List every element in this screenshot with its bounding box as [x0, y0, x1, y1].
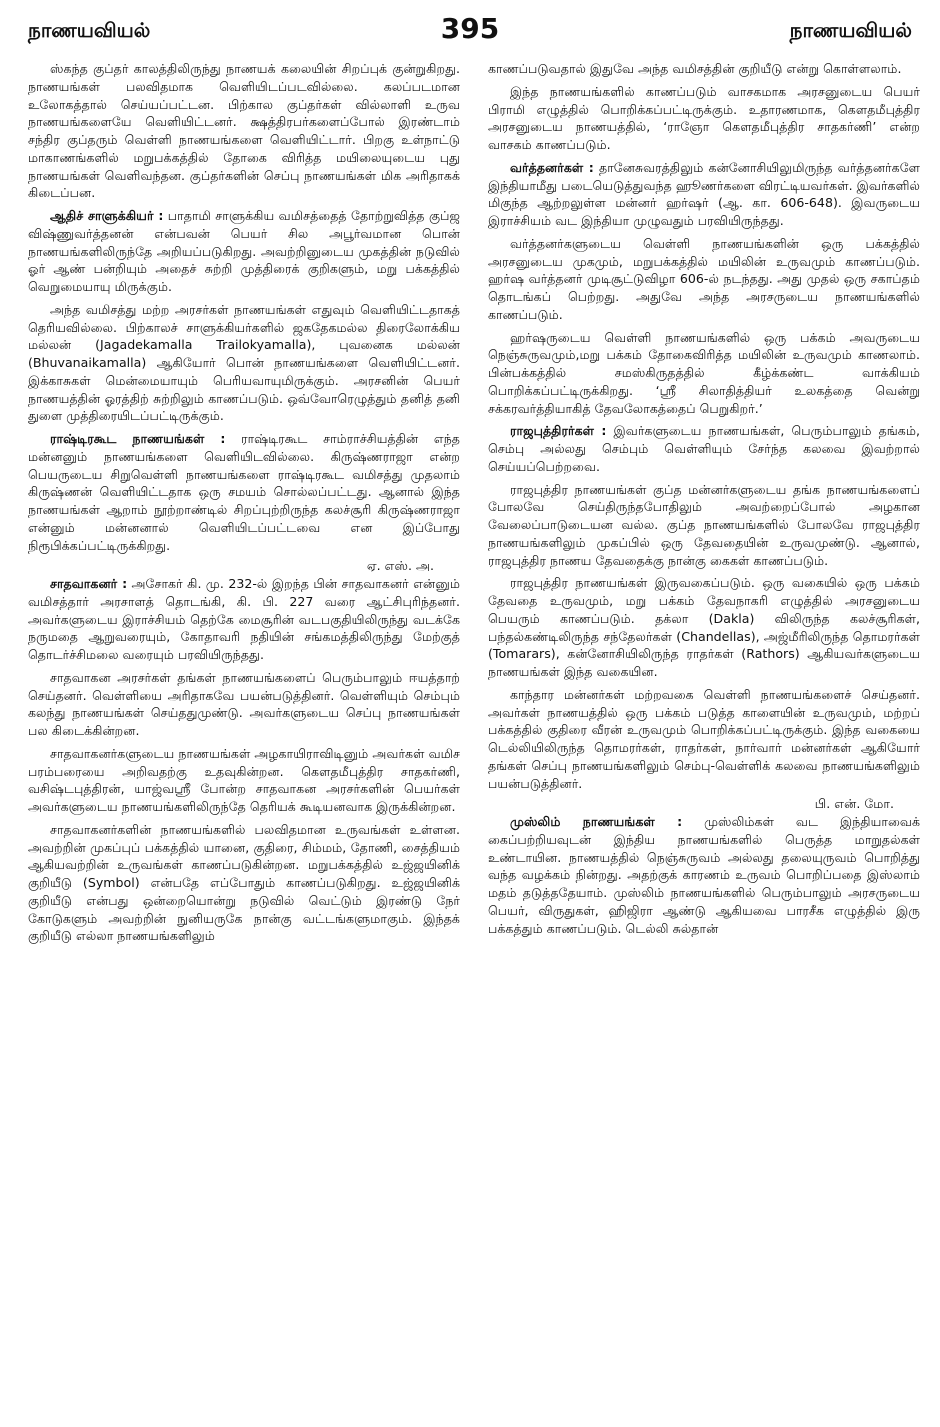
paragraph: [488, 686, 920, 793]
paragraph: [488, 235, 920, 324]
section-heading: வர்த்தனர்கள் :: [510, 159, 594, 175]
paragraph: [488, 574, 920, 681]
paragraph: [28, 207, 460, 296]
paragraph-text: இவர்களுடைய நாணயங்கள், பெரும்பாலும் தங்கம், செம்பு அல்லது செம்பும் வெள்ளியும் சேர்ந்த கலவை இவற்றால் செய்யப்பெற்றவை.: [488, 423, 920, 474]
paragraph-text: தானேசுவரத்திலும் கன்னோசியிலுமிருந்த வர்த்தனர்களே இந்தியாமீது படையெடுத்துவந்த ஹூணர்களை விரட்டியவர்கள். இவர்களில் மிகுந்த ஆற்றலுள்ள மன்னர் ஹர்ஷர் (ஆ. கா. 606-648). இவருடைய இராச்சியம் வட இந்தியா முழுவதும் பரவியிருந்தது.: [488, 159, 920, 228]
paragraph-text: ராஷ்டிரகூட சாம்ராச்சியத்தின் எந்த மன்னனும் நாணயங்களை வெளியிடவில்லை. கிருஷ்ணராஜா என்ற பெயருடைய சிறுவெள்ளி நாணயங்களை ராஷ்டிரகூட வமிசத்து முதலாம் கிருஷ்ணன் வெளியிட்டதாக ஒரு சமயம் சொல்லப்பட்டது. ஆனால் இந்த நாணயங்கள் ஆறாம் நூற்றாண்டில் சிறப்புற்றிருந்த கலச்சூரி கிருஷ்ணராஜா என்னும் மன்னனால் வெளியிடப்பட்டவை என இப்போது நிரூபிக்கப்பட்டிருக்கிறது.: [28, 431, 461, 553]
author-initials: பி. என். மோ.: [814, 796, 894, 812]
page-header: [28, 12, 912, 58]
running-head-right: நாணயவியல்: [789, 18, 912, 42]
paragraph: [488, 159, 920, 230]
paragraph-text: அசோகர் கி. மு. 232-ல் இறந்த பின் சாதவாகனர் என்னும் வமிசத்தார் அரசாளத் தொடங்கி, கி. பி. 227 வரை ஆட்சிபுரிந்தனர். அவர்களுடைய இராச்சியம் தெற்கே மைசூரின் வடபகுதியிலிருந்து வடக்கே நருமதை ஆறுவரையும், கோதாவரி நதியின் சங்கமத்திலிருந்து மேற்குத் தொடர்ச்சிமலை வரையும் பரவியிருந்தது.: [28, 576, 460, 662]
page-number: 395: [440, 12, 500, 45]
paragraph: [28, 430, 460, 554]
paragraph: [488, 329, 920, 418]
paragraph: [28, 301, 460, 425]
section-heading: ராஜபுத்திரர்கள் :: [510, 423, 607, 439]
paragraph: [488, 813, 920, 937]
paragraph-text: காந்தார மன்னர்கள் மற்றவகை வெள்ளி நாணயங்களைச் செய்தனர். அவர்கள் நாணயத்தில் ஒரு பக்கம் படுத்த காளையின் உருவமும், மற்றப் பக்கத்தில் குதிரை வீரன் உருவமும் பொறிக்கப்பட்டிருக்கும். இந்த வகையை டெல்லியிலிருந்த தொமரர்கள், ராதர்கள், நார்வார் மன்னர்கள் ஆகியோர் தங்கள் செப்பு நாணயங்களிலும் செம்பு-வெள்ளிக் கலவை நாணயங்களிலும் பயன்படுத்தினர்.: [488, 686, 920, 791]
paragraph-text: ஹர்ஷருடைய வெள்ளி நாணயங்களில் ஒரு பக்கம் அவருடைய நெஞ்சுருவமும்,மறு பக்கம் தோகைவிரித்த மயிலின் உருவமும் காணலாம். பின்பக்கத்தில் சமஸ்கிருதத்தில் கீழ்க்கண்ட வாக்கியம் பொறிக்கப்பட்டிருக்கிறது. ‘ஸ்ரீ சிலாதித்தியர் உலகத்தை வென்று சக்கரவர்த்தியாகித் தேவலோகத்தைப் பெறுகிறர்.’: [488, 329, 920, 416]
paragraph-text: அந்த வமிசத்து மற்ற அரசர்கள் நாணயங்கள் எதுவும் வெளியிட்டதாகத் தெரியவில்லை. பிற்காலச் சாளுக்கியர்களில் ஜகதேகமல்ல திரைலோக்கிய மல்லன் (Jagadekamalla Trailokyamalla), புவனைக மல்லன் (Bhuvanaikamalla) ஆகியோர் பொன் நாணயங்களை வெளியிட்டனர். இக்காசுகள் மென்மையாயும் பெரியவாயுமிருக்கும். அரசனின் பெயர் நாணயத்தின் ஓரத்திற் சுற்றிலும் காணப்படும். ஒவ்வோரெழுத்தும் தனித் தனி துளை முத்திரையிடப்பட்டிருக்கும்.: [28, 301, 460, 424]
author-initials: ஏ. எஸ். அ.: [366, 558, 434, 574]
paragraph: [488, 83, 920, 154]
paragraph: [488, 422, 920, 475]
paragraph-text: சாதவாகனர்களின் நாணயங்களில் பலவிதமான உருவங்கள் உள்ளன. அவற்றின் முகப்புப் பக்கத்தில் யானை, குதிரை, சிம்மம், தோணி, சைத்தியம் ஆகியவற்றின் உருவங்கள் காணப்படுகின்றன. மறுபக்கத்தில் உஜ்ஜயினிக் குறியீடு (Symbol) என்பதே எப்போதும் காணப்படுகிறது. உஜ்ஜயினிக் குறியீடு என்பது ஒன்றையொன்று நடுவில் வெட்டும் இரண்டு நேர் கோடுகளும் அவற்றின் நுனியருகே நான்கு வட்டங்களுமாகும். இந்தக் குறியீடு எல்லா நாணயங்களிலும்: [28, 821, 460, 944]
paragraph-text: இந்த நாணயங்களில் காணப்படும் வாசகமாக அரசனுடைய பெயர் பிராமி எழுத்தில் பொறிக்கப்பட்டிருக்கும். உதாரணமாக, கௌதமீபுத்திர அரசனுடைய நாணயத்தில், ‘ராஞோ கௌதமீபுத்திர சாதகர்ணி’ என்ற வாசகம் காணப்படும்.: [488, 83, 920, 152]
paragraph-text: சாதவாகன அரசர்கள் தங்கள் நாணயங்களைப் பெரும்பாலும் ஈயத்தாற் செய்தனர். வெள்ளியை அரிதாகவே பயன்படுத்தினர். வெள்ளியும் செம்பும் கலந்து நாணயங்கள் செய்ததுமுண்டு. அவர்களுடைய செப்பு நாணயங்கள் பல கிடைக்கின்றன.: [28, 669, 460, 738]
paragraph-text: வர்த்தனர்களுடைய வெள்ளி நாணயங்களின் ஒரு பக்கத்தில் அரசனுடைய முகமும், மறுபக்கத்தில் மயிலின் உருவமும் காணப்படும். ஹர்ஷ வர்த்தனர் முடிசூட்டுவிழா 606-ல் நடந்தது. அது முதல் ஒரு சகாப்தம் தொடங்கப் பெற்றது. அதுவே அந்த அரசருடைய நாணயங்களில் காணப்படும்.: [488, 235, 920, 322]
section-heading: முஸ்லிம் நாணயங்கள் :: [510, 814, 683, 829]
running-head-left: நாணயவியல்: [28, 18, 151, 42]
paragraph-text: ராஜபுத்திர நாணயங்கள் இருவகைப்படும். ஒரு வகையில் ஒரு பக்கம் தேவதை உருவமும், மறு பக்கம் தேவநாகரி எழுத்தில் அரசனுடைய பெயரும் காணப்படும். தக்லா (Dakla) விலிருந்த கலச்சூரிகள், பந்தல்கண்டிலிருந்த சந்தேலர்கள் (Chandellas), அஜ்மீரிலிருந்த தொமரர்கள் (Tomarars), கன்னோசியிலிருந்த ராதர்கள் (Rathors) ஆகியவர்களுடைய நாணயங்கள் இந்த வகையின.: [488, 575, 920, 679]
section-heading: ராஷ்டிரகூட நாணயங்கள் :: [50, 431, 226, 446]
right-column: [488, 60, 920, 942]
paragraph-text: பாதாமி சாளுக்கிய வமிசத்தைத் தோற்றுவித்த குப்ஜ விஷ்ணுவர்த்தனன் என்பவன் பெயர் சில அபூர்வமான பொன் நாணயங்களிலிருந்தே அறியப்படுகிறது. அவற்றினுடைய முகத்தின் நடுவில் ஓர் ஆண் பன்றியும் அதைச் சுற்றி முத்திரைக் குறிகளும், மறு பக்கத்தில் வெறுமையாயு மிருக்கும்.: [28, 208, 460, 294]
left-column: [28, 60, 460, 950]
section-heading: சாதவாகனர் :: [50, 576, 128, 591]
paragraph: [28, 669, 460, 740]
paragraph: [28, 575, 460, 664]
paragraph-text: சாதவாகனர்களுடைய நாணயங்கள் அழகாயிராவிடினும் அவர்கள் வமிச பரம்பரையை அறிவதற்கு உதவுகின்றன. கௌதமீபுத்திர சாதகர்ணி, வசிஷ்டபுத்திரன், யாஜ்வஸ்ரீ போன்ற சாதவாகன அரசர்களின் பெயர்கள் அவர்களுடைய நாணயங்களிலிருந்தே தெரியக் கூடியனவாக இருக்கின்றன.: [28, 745, 460, 814]
paragraph: [28, 745, 460, 816]
paragraph-text: ராஜபுத்திர நாணயங்கள் குப்த மன்னர்களுடைய தங்க நாணயங்களைப் போலவே செய்திருந்தபோதிலும் அவற்றைப்போல் அழகான வேலைப்பாடுடையன வல்ல. குப்த நாணயங்களில் போலவே ராஜபுத்திர நாணயங்களிலும் முகப்பில் ஒரு தேவதையின் உருவமுண்டு. ஆனால், ராஜபுத்திர நாணய தேவதைக்கு நான்கு கைகள் காணப்படும்.: [488, 481, 920, 568]
paragraph: [488, 60, 920, 78]
section-heading: ஆதிச் சாளுக்கியர் :: [50, 208, 164, 223]
paragraph: [28, 60, 460, 202]
paragraph-text: ஸ்கந்த குப்தர் காலத்திலிருந்து நாணயக் கலையின் சிறப்புக் குன்றுகிறது. நாணயங்கள் பலவிதமாக வெளியிடப்படவில்லை. கலப்படமான உலோகத்தால் செய்யப்பட்டன. பிற்கால குப்தர்கள் வில்லாளி உருவ நாணயங்களையே வெளியிட்டனர். க்ஷத்திரபர்களைப்போல் இரண்டாம் சந்திர குப்தரும் வெள்ளி நாணயங்களை வெளியிட்டார். பிறகு உள்நாட்டு மாகாணங்களில் மறுபக்கத்தில் தோகை விரித்த மயிலையுடைய புது நாணயங்கள் வெளிவந்தன. குப்தர்களின் செப்பு நாணயங்கள் மிக அரிதாகக் கிடைப்பன.: [28, 61, 460, 201]
paragraph: [488, 481, 920, 570]
paragraph-text: முஸ்லிம்கள் வட இந்தியாவைக் கைப்பற்றியவுடன் இந்திய நாணயங்களில் பெருத்த மாறுதல்கள் உண்டாயின. நாணயத்தில் நெஞ்சுருவம் அல்லது தலையுருவம் பொறித்து வந்த வழக்கம் நின்றது. அதற்குக் காரணம் உருவம் பொறிப்பதை இஸ்லாம் மதம் தடுத்ததேயாம். முஸ்லிம் நாணயங்களில் பெரும்பாலும் அரசருடைய பெயர், விருதுகள், ஹிஜிரா ஆண்டு ஆகியவை பாரசீக எழுத்தில் இரு பக்கத்தும் காணப்படும். டெல்லி சுல்தான்: [488, 814, 921, 936]
paragraph: [28, 821, 460, 945]
paragraph-text: காணப்படுவதால் இதுவே அந்த வமிசத்தின் குறியீடு என்று கொள்ளலாம்.: [488, 61, 902, 76]
